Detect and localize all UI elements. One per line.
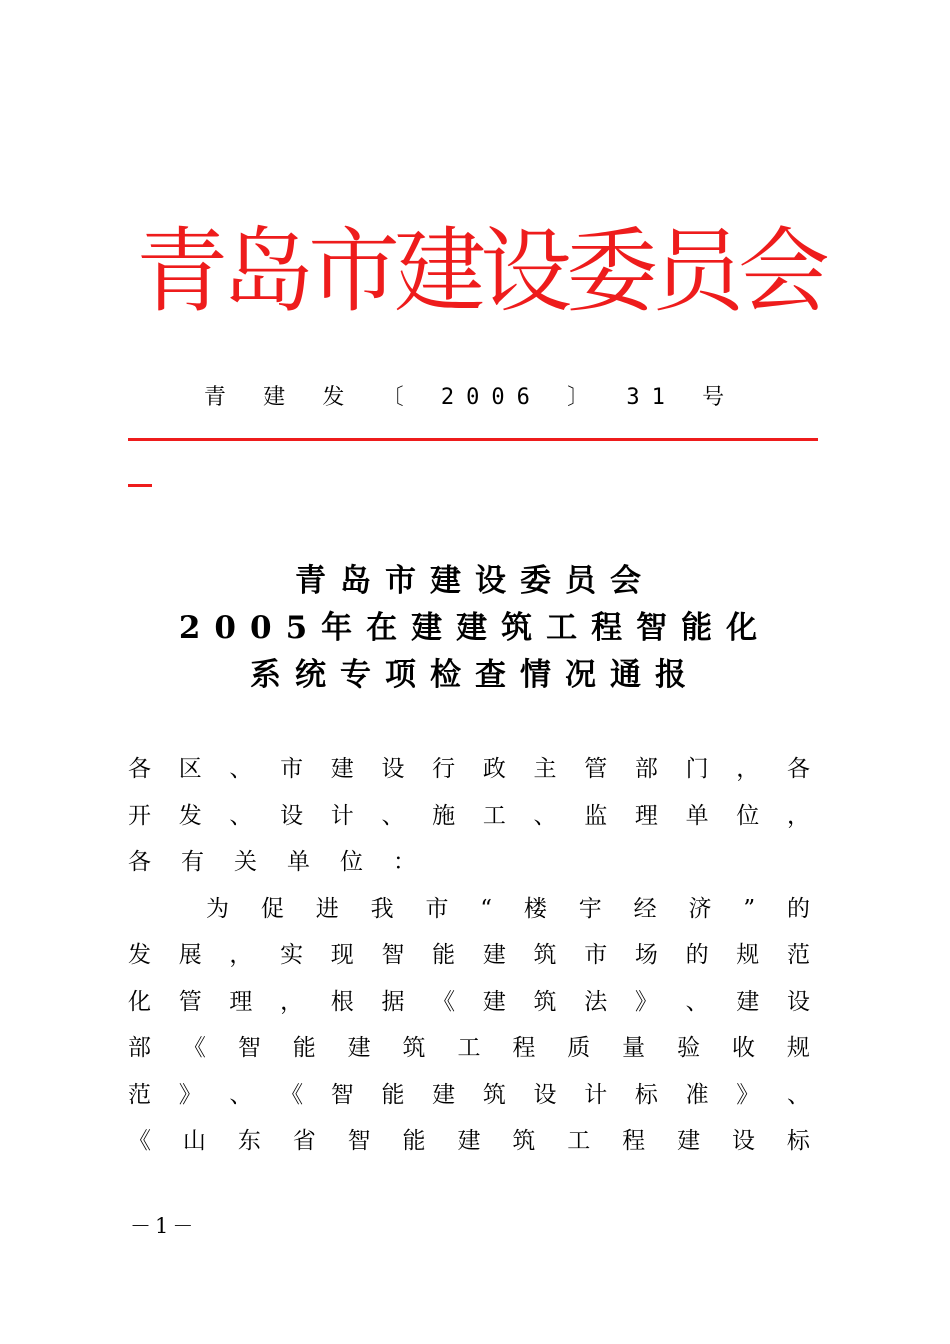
text-char: 范 (786, 942, 810, 968)
text-char: 筑 (512, 1128, 536, 1154)
text-char: 建 (677, 1128, 701, 1154)
text-char: 场 (634, 942, 658, 968)
text-char: 智 (330, 1081, 354, 1108)
text-char: 《 (280, 1081, 304, 1108)
text-char: 》 (178, 1081, 202, 1108)
text-char: 行 (432, 756, 456, 782)
salutation-line (128, 746, 810, 793)
text-char: 设 (786, 988, 810, 1015)
text-char: 准 (685, 1081, 709, 1108)
text-char: 管 (584, 756, 608, 782)
text-char: 区 (178, 756, 202, 782)
text-char: 量 (622, 1035, 646, 1061)
text-char: 程 (622, 1128, 646, 1154)
body-text (128, 746, 810, 1165)
paragraph-line (128, 886, 810, 933)
text-char: 《 (128, 1128, 151, 1154)
text-char: 建 (482, 988, 506, 1015)
text-char: 计 (584, 1081, 608, 1108)
text-char: 《 (182, 1035, 206, 1061)
text-char: 收 (731, 1035, 755, 1061)
text-char: 、 (381, 802, 405, 829)
text-char: 设 (381, 756, 405, 782)
red-separator-line-tail (128, 484, 152, 487)
text-char: 部 (634, 756, 658, 782)
text-char: 理 (229, 988, 253, 1015)
text-char: 、 (229, 802, 253, 829)
text-char: 能 (402, 1128, 426, 1154)
document-number: 青 建 发 〔 2006 〕 31 号 (203, 385, 737, 410)
text-char: ， (736, 756, 760, 782)
text-char: 智 (347, 1128, 371, 1154)
text-char: 为 (206, 895, 229, 922)
text-char: 计 (330, 802, 354, 829)
title-line-3: 系统专项检查情况通报 (250, 657, 700, 693)
text-char: 开 (128, 802, 151, 829)
text-char: 设 (280, 802, 304, 829)
text-char: 施 (432, 802, 456, 829)
text-char: 、 (229, 756, 253, 782)
text-char: 筑 (482, 1081, 506, 1108)
text-char: 监 (584, 802, 608, 829)
text-char: 能 (381, 1081, 405, 1108)
text-char: 位 (736, 802, 760, 829)
text-char: 市 (425, 895, 449, 922)
text-char: 标 (634, 1081, 658, 1108)
text-char: 建 (330, 756, 354, 782)
text-char: 根 (330, 988, 354, 1015)
salutation-line (128, 793, 810, 840)
text-char: 单 (287, 849, 310, 875)
paragraph-line (128, 932, 810, 979)
text-char: 筑 (533, 942, 557, 968)
text-char: 建 (482, 942, 506, 968)
text-char: 市 (280, 756, 304, 782)
text-char: 实 (280, 942, 304, 968)
text-char: 工 (457, 1035, 481, 1061)
paragraph-line (128, 979, 810, 1026)
text-char: 、 (786, 1081, 810, 1108)
text-char: 程 (512, 1035, 536, 1061)
text-char: 设 (731, 1128, 755, 1154)
text-char: ” (743, 895, 756, 922)
text-char: 门 (685, 756, 709, 782)
text-char: 建 (347, 1035, 371, 1061)
text-char: 建 (457, 1128, 481, 1154)
text-char: 进 (315, 895, 339, 922)
text-char: 管 (178, 988, 202, 1015)
document-title (130, 558, 820, 699)
text-char: 、 (229, 1081, 253, 1108)
text-char: 理 (634, 802, 658, 829)
text-char: ： (393, 849, 416, 875)
red-separator-line (128, 438, 818, 441)
text-char: 济 (688, 895, 712, 922)
text-char: 设 (533, 1081, 557, 1108)
text-char: 政 (482, 756, 506, 782)
text-char: 规 (786, 1035, 810, 1061)
text-char: 经 (633, 895, 657, 922)
text-char: 位 (340, 849, 363, 875)
text-char: 工 (482, 802, 506, 829)
salutation-line (128, 839, 810, 886)
text-char: 》 (634, 988, 658, 1015)
text-char: 的 (786, 895, 810, 922)
text-char: 筑 (533, 988, 557, 1015)
title-line-2: 2005年在建建筑工程智能化 (178, 610, 772, 646)
text-char: 规 (736, 942, 760, 968)
text-char: 化 (128, 988, 151, 1015)
text-char: 部 (128, 1035, 151, 1061)
text-char: 验 (677, 1035, 701, 1061)
text-char: 筑 (402, 1035, 426, 1061)
title-line-1: 青岛市建设委员会 (295, 563, 655, 599)
text-char: 单 (685, 802, 709, 829)
text-char: 《 (432, 988, 456, 1015)
text-char: 关 (234, 849, 257, 875)
text-char: 发 (128, 942, 151, 968)
text-char: 东 (237, 1128, 261, 1154)
text-char: 据 (381, 988, 405, 1015)
text-char: 建 (432, 1081, 456, 1108)
text-char: 发 (178, 802, 202, 829)
text-char: 能 (292, 1035, 316, 1061)
text-char: 市 (584, 942, 608, 968)
text-char: “ (480, 895, 493, 922)
text-char: 、 (685, 988, 709, 1015)
text-char: 展 (178, 942, 202, 968)
text-char: 主 (533, 756, 557, 782)
text-char: 宇 (578, 895, 602, 922)
text-char: 的 (685, 942, 709, 968)
text-char: 标 (786, 1128, 810, 1154)
text-char: 现 (330, 942, 354, 968)
text-char: 能 (432, 942, 456, 968)
text-char: 范 (128, 1081, 151, 1108)
text-char: 》 (736, 1081, 760, 1108)
text-char: 质 (567, 1035, 591, 1061)
text-char: 建 (736, 988, 760, 1015)
text-char: 、 (533, 802, 557, 829)
organization-header: 青岛市建设委员会 (135, 218, 824, 325)
text-char: 工 (567, 1128, 591, 1154)
text-char: 有 (181, 849, 204, 875)
text-char: 法 (584, 988, 608, 1015)
paragraph-line (128, 1118, 810, 1165)
page-number: －1－ (130, 1214, 198, 1238)
text-char: 智 (237, 1035, 261, 1061)
text-char: 省 (292, 1128, 316, 1154)
text-char: 各 (128, 756, 151, 782)
text-char: 智 (381, 942, 405, 968)
text-char: 各 (128, 849, 151, 875)
text-char: 我 (370, 895, 394, 922)
text-char: 各 (786, 756, 810, 782)
text-char: ， (786, 802, 810, 829)
text-char: 楼 (523, 895, 547, 922)
text-char: ， (280, 988, 304, 1015)
paragraph-line (128, 1025, 810, 1072)
text-char: ， (229, 942, 253, 968)
text-char: 促 (260, 895, 284, 922)
paragraph-line (128, 1072, 810, 1119)
text-char: 山 (182, 1128, 206, 1154)
